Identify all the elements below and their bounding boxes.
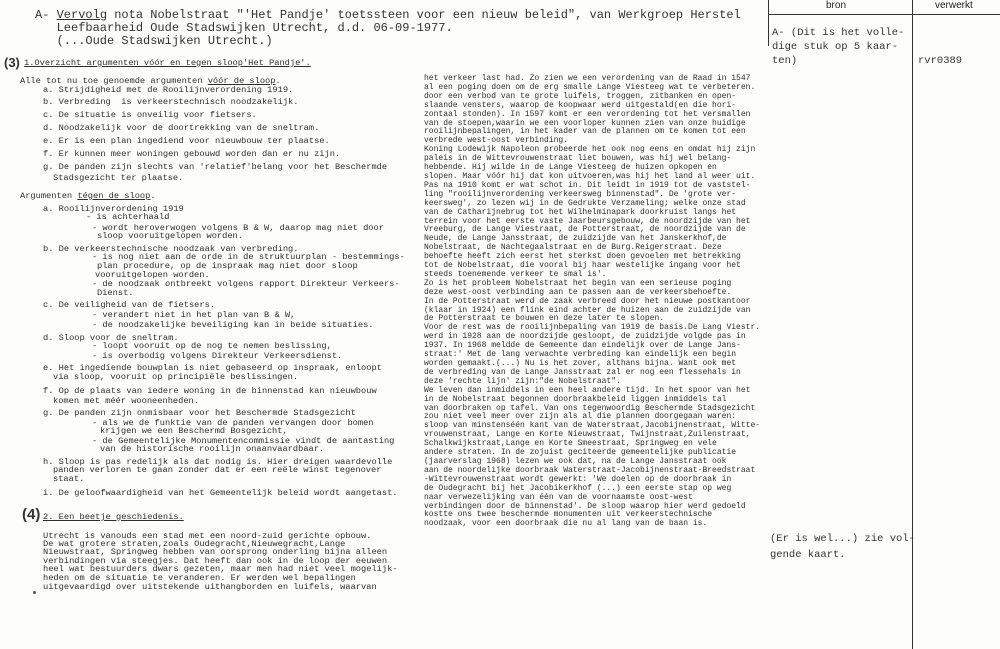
pro-intro-end: . [275,76,281,86]
section-heading: 2. Een beetje geschiedenis. [43,512,184,522]
column-text-line: (klaar in 1924) een flink eind achter de huizen aan de zuidzijde van [424,305,751,315]
contra-subpoint-continued: krijgen we een Beschermd Bosgezicht, [100,426,288,436]
column-text-line: slopen. Maar vóór hij dat kon uitvoeren,was hij het land al weer uit. [424,171,756,181]
pro-intro-emphasis: vóór de sloop [207,76,276,86]
column-text-line: slaande vensters, waarop de koopwaar werd uitgestald(en die hori- [424,100,737,110]
pro-item: f. Er kunnen meer woningen gebouwd worden dan er nu zijn. [43,149,341,159]
table-border-left [768,0,769,46]
column-text-line: (jaarverslag 1968) lezen we ook dat, na de Lange Jansstraat ook [424,456,727,466]
table-column-divider [912,0,913,649]
column-text-line: sloop van minstenséén kant van de Waterstraat,Jacobijnenstraat, Witte- [424,421,761,431]
contra-subpoint: - loopt vooruit op de nog te nemen beslissing, [92,341,332,351]
bron-line: ten) [772,55,798,67]
history-line: uitgevaardigd over uitstekende uithangborden en luifels, waarvan [43,582,377,592]
contra-intro-emphasis: tégen de sloop [77,191,151,201]
column-header-verwerkt: verwerkt [935,0,973,11]
column-text-line: hebbende. Hij wilde in de Lange Viesteeg de huizen opkopen en [424,163,717,173]
column-text-line: van doorbraken op tafel. Van ons tegenwoordig Beschermde Stadsgezicht [424,403,756,413]
title-prefix: A- [35,8,57,22]
column-text-line: 1937. In 1968 meldde de Gemeente dan eindelijk over de Lange Jans- [424,341,741,351]
history-continuation-column [424,75,760,529]
column-text-line: door een verbod van te grote luifels, troggen, zitbanken en open- [424,91,737,101]
column-text-line: verbrede west-oost verbinding. [424,136,569,146]
section-marker-3: (3) [4,55,20,70]
contra-subpoint: - als we de funktie van de panden vervangen door bomen [92,418,374,428]
contra-subpoint-continued: vooruitgelopen worden. [95,270,210,280]
column-text-line: deze west-oost verbinding aan te passen aan de verkeersbehoefte. [424,287,732,297]
column-text-line: noodzaak, voor een doorbraak die nu al lang van de baan is. [424,519,708,529]
column-text-line: het verkeer last had. Zo zien we een verordening van de Raad in 1547 [424,74,751,83]
column-text-line: worden gemaakt.(...) Nu is het zover, althans bijna. Want ook met [424,359,737,368]
column-text-line: Nobelstraat, de Nachtegaalstraat en de Burg.Reigerstraat. Deze [424,243,722,253]
contra-item: a. Rooilijnverordening 1919 [43,204,184,214]
column-text-line: van de stoepen,waarin we een voorloper kunnen zien van onze huidige [424,118,746,128]
column-text-line: verbindingen door de binnenstad'. De sloop waarop hier werd gedoeld [424,501,746,511]
pro-intro-text: Alle tot nu toe genoemde argumenten [20,76,208,86]
column-text-line: zontaal stonden). In 1597 komt er een verordening tot het versmallen [424,109,751,119]
verwerkt-code: rvr0389 [918,55,963,67]
column-text-line: Zo is het probleem Nobelstraat het begin van een serieuse poging [424,278,732,288]
column-text-line: behoefte heeft zich eerst het sterkst doen gevoelen met betrekking [424,252,741,262]
column-text-line: Schalkwijkstraat,Lange en Korte Smeestraat, Springweg en vele [424,439,717,449]
column-text-line: We leven dan inmiddels in een heel andere tijd. In het spoor van het [424,385,751,395]
pro-item: b. Verbreding is verkeerstechnisch noodzakelijk. [43,97,299,107]
contra-intro-text: Argumenten [20,191,78,201]
column-text-line: -Wittevrouwenstraat wordt gewerkt: 'We doelen op de doorbraak in [424,474,732,484]
column-text-line: zou niet veel meer over zijn als al die plannen doorgegaan waren: [424,412,737,422]
contra-subpoint: - de noodzakelijke beveiliging kan in beide situaties. [92,320,374,330]
column-header-bron: bron [826,0,847,11]
history-line: heden om de situatie te veranderen. Er werden wel bepalingen [43,573,356,583]
contra-subpoint-continued: van de historische rooilijn onaanvaardbaar. [100,444,325,454]
column-text-line: aan de noordelijke doorbraak Waterstraat-Jacobijnenstraat-Breedstraat [424,465,756,475]
table-header-rule [768,14,1000,15]
contra-item: d. Sloop voor de sneltram. [43,333,179,343]
column-text-line: rooilijnbepalingen, in het kader van de plannen om te komen tot een [424,127,746,137]
contra-intro [20,191,156,201]
column-text-line: Vreeburg, de Lange Viestraat, de Potterstraat, de noordzijde van de [424,225,746,235]
contra-subpoint: - is achterhaald [86,212,170,222]
continuation-note: gende kaart. [770,549,846,561]
contra-subpoint: - is nog niet aan de orde in de struktuurplan - bestemmings- [92,252,405,262]
column-text-line: tot de Nobelstraat, die vooral bij haar westelijke ingang voor het [424,261,741,271]
history-line: De wat grotere straten,zoals Oudegracht,Nieuwegracht,Lange [43,539,346,549]
document-title-line-2: Leefbaarheid Oude Stadswijken Utrecht, d.d. 06-09-1977. [35,21,453,35]
column-text-line: in de Nobelstraat begonnen doorbraakbeleid liggen inmiddels tal [424,394,727,404]
contra-subpoint-continued: sloop vooruitgelopen worden. [97,231,243,241]
contra-item: f. Op de plaats van iedere woning in de binnenstad kan nieuwbouw [43,386,377,396]
column-text-line: terrein voor het eerste vaste Jaarbeursgebouw, de noordzijde van het [424,216,751,226]
column-text-line: de verbreding van de Lange Jansstraat zal er nog een flessehals in [424,367,741,377]
contra-item: b. De verkeerstechnische noodzaak van verbreding. [43,244,299,254]
history-line: Utrecht is vanouds een stad met een noord-zuid gerichte opbouw. [43,531,372,541]
document-title-line-3: (...Oude Stadswijken Utrecht.) [35,34,273,48]
margin-dot [33,591,36,594]
contra-item: c. De veiligheid van de fietsers. [43,300,216,310]
column-text-line: naar verwezelijking van één van de voornaamste oost-west [424,492,693,502]
history-line: verbindingen via steegjes. Dat heeft dan ook in de loop der eeuwen [43,556,388,566]
history-line: heel wat bestuurders dwars gezeten, maar men had niet veel mogelijk- [43,564,398,574]
contra-subpoint-continued: plan procedure, op de inspraak mag niet door sloop [97,261,358,271]
title-rest: nota Nobelstraat "'Het Pandje' toetssteen voor een nieuw beleid", van Werkgroep Herstel [107,8,741,22]
column-text-line: van de Catharijnebrug tot het Wilhelminapark doorkruist langs het [424,207,737,217]
contra-item: i. De geloofwaardigheid van het Gemeentelijk beleid wordt aangetast. [43,488,398,498]
contra-subpoint: - de noodzaak ontbreekt volgens rapport Direkteur Verkeers- [92,279,400,289]
column-text-line: Koning Lodewijk Napoleon probeerde het ook nog eens en omdat hij zijn [424,145,756,155]
column-text-line: In de Potterstraat werd de zaak verbreed door het nieuwe postkantoor [424,296,751,306]
column-text-line: al een poging doen om de erg smalle Lange Viesteeg wat te verbeteren. [424,82,756,92]
column-text-line: Voor de rest was de rooilijnbepaling van 1919 de basis.De Lang Viestr. [424,323,761,333]
section-marker-4: (4) [22,506,41,523]
history-line: Nieuwstraat, Springweg hebben van oorsprong onderling bijna alleen [43,547,388,557]
column-text-line: Neude, de Lange Jansstraat, de zuidzijde van het Janskerkhof,de [424,234,727,244]
column-text-line: Pas na 1910 komt er wat schot in. Dit leidt in 1919 tot de vaststel- [424,180,751,190]
pro-item: a. Strijdigheid met de Rooilijnverordening 1919. [43,85,294,95]
contra-item: h. Sloop is pas redelijk als dat nodig is. Hier dreigen waardevolle [43,457,393,467]
pro-item: c. De situatie is onveilig voor fietsers. [43,110,257,120]
column-text-line: straat:' Met de lang verwachte verbreding kan eindelijk een begin [424,350,737,360]
title-vervolg: Vervolg [56,8,108,22]
continuation-note: (Er is wel...) zie vol- [770,533,915,545]
column-text-line: kostte ons twee beschermde monumenten uit verkeerstechnische [424,510,713,520]
contra-subpoint: - is overbodig volgens Direkteur Verkeersdienst. [92,351,343,361]
pro-item-continued: Stadsgezicht ter plaatse. [53,173,184,183]
column-text-line: steeds toenemende verkeer te smal is'. [424,269,607,279]
column-text-line: ling "rooilijnverordening verkeersweg binnenstad". De 'grote ver- [424,189,737,199]
bron-line: A- (Dit is het volle- [772,27,905,39]
contra-subpoint: - wordt heroverwogen volgens B & W, daarop mag niet door [92,223,384,233]
column-text-line: de Potterstraat te bouwen en deze later te slopen. [424,314,665,324]
column-text-line: paleis in de Wittevrouwenstraat liet bouwen, was hij wel belang- [424,154,732,164]
contra-item-continued: via sloop, vooruit op principiële beslissingen. [53,372,299,382]
section-heading: 1.Overzicht argumenten vóór en tegen sloop'Het Pandje'. [24,58,311,68]
pro-item: g. De panden zijn slechts van 'relatief'belang voor het Beschermde [43,162,388,172]
contra-subpoint-continued: Dienst. [97,288,134,298]
column-text-line: deze 'rechte lijn' zijn:"de Nobelstraat". [424,376,621,386]
column-text-line: keersweg', zo lezen wij in de Gedrukte Verzameling; welke onze stad [424,198,746,208]
contra-item-continued: komen met méér wooneenheden. [53,396,199,406]
column-text-line: werd in 1928 aan de noordzijde gesloopt, de zuidzijde volgde pas in [424,332,746,342]
contra-item-continued: panden verloren te gaan zonder dat er een reële winst tegenover [53,465,382,475]
pro-item: d. Noodzakelijk voor de doortrekking van de sneltram. [43,123,320,133]
contra-item: e. Het ingediende bouwplan is niet gebaseerd op inspraak, enloopt [43,363,382,373]
bron-line: dige stuk op 5 kaar- [772,41,899,53]
contra-subpoint: - verandert niet in het plan van B & W, [92,310,296,320]
pro-item: e. Er is een plan ingediend voor nieuwbouw ter plaatse. [43,136,330,146]
contra-intro-end: . [150,191,156,201]
column-text-line: de Oudegracht bij het Jacobikerkhof (...) een eerste stap op weg [424,483,732,493]
contra-item-continued: staat. [53,474,85,484]
column-text-line: vrouwenstraat, Lange en Korte Nieuwstraat, Twijnstraat,Zuilenstraat, [424,430,751,440]
column-text-line: andere straten. In de zojuist geciteerde gemeentelijke publicatie [424,448,737,458]
contra-item: g. De panden zijn onmisbaar voor het Beschermde Stadsgezicht [43,408,356,418]
contra-subpoint: - de Gemeentelijke Monumentencommissie vindt de aantasting [92,436,395,446]
